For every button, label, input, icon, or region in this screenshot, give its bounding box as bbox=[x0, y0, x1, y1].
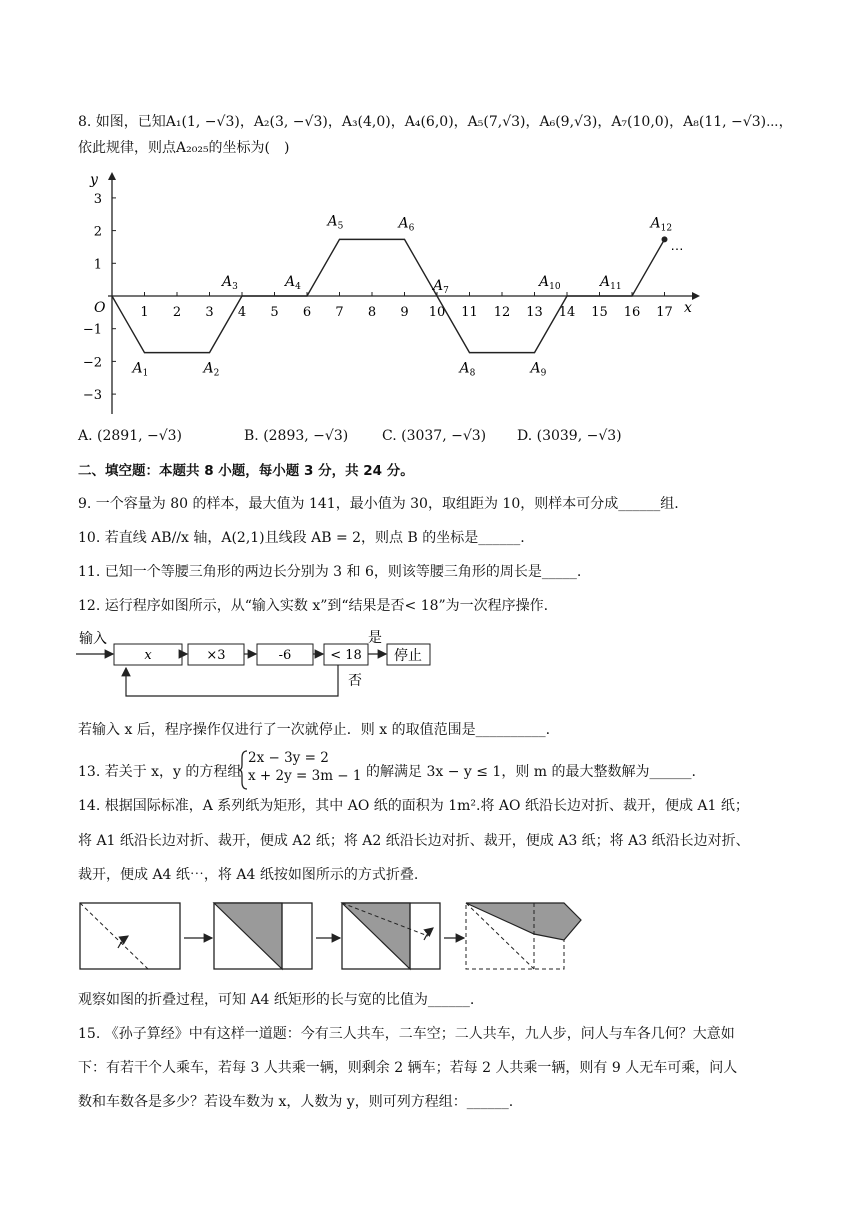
q12-after: 若输入 x 后，程序操作仅进行了一次就停止．则 x 的取值范围是__________. bbox=[78, 722, 551, 738]
q8-graph bbox=[76, 166, 706, 418]
q15-line1: 15. 《孙子算经》中有这样一道题：今有三人共车，二车空；二人共车，九人步，问人与车各几何？大意如 bbox=[78, 1026, 735, 1042]
x-tick-label: 9 bbox=[400, 305, 409, 320]
x-axis-arrow bbox=[692, 292, 700, 300]
q15-line2: 下：有若干个人乘车，若每 3 人共乘一辆，则剩余 2 辆车；若每 2 人共乘一辆，则有 9 人无车可乘，问人 bbox=[78, 1060, 738, 1076]
flow-box-cmp-label: < 18 bbox=[330, 648, 362, 663]
x-tick-label: 5 bbox=[270, 305, 279, 320]
point-label-a11: $A_{11}$ bbox=[600, 274, 622, 292]
x-tick-label: 13 bbox=[526, 305, 543, 320]
q12-flowchart bbox=[76, 626, 456, 706]
x-tick-label: 11 bbox=[461, 305, 478, 320]
q11-text: 11. 已知一个等腰三角形的两边长分别为 3 和 6，则该等腰三角形的周长是_____. bbox=[78, 564, 582, 580]
x-tick-label: 1 bbox=[140, 305, 149, 320]
q14-line1: 14. 根据国际标准，A 系列纸为矩形，其中 AO 纸的面积为 1m².将 AO 纸沿长边对折、裁开，便成 A1 纸； bbox=[78, 798, 749, 814]
q13-prefix: 13. 若关于 x，y 的方程组 bbox=[78, 764, 242, 780]
q13-brace bbox=[238, 750, 248, 790]
q14-fold-diagram bbox=[78, 898, 588, 978]
point-label-a3: $A_3$ bbox=[222, 274, 238, 292]
flow-box-mul-label: ×3 bbox=[206, 648, 226, 663]
q14-line3: 裁开，便成 A4 纸⋯，将 A4 纸按如图所示的方式折叠. bbox=[78, 867, 419, 883]
option-c: C. (3037, −√3) bbox=[382, 428, 487, 444]
x-tick-label: 4 bbox=[237, 305, 247, 320]
x-tick-label: 15 bbox=[591, 305, 608, 320]
flow-box-x-label: x bbox=[144, 648, 152, 663]
point-label-a5: $A_5$ bbox=[327, 213, 344, 232]
x-tick-label: 16 bbox=[623, 305, 641, 320]
x-tick-label: 17 bbox=[656, 305, 673, 320]
x-tick-label: 6 bbox=[302, 305, 312, 320]
point-label-a2: $A_2$ bbox=[203, 360, 220, 379]
x-tick-label: 12 bbox=[493, 305, 511, 320]
x-tick-label: 7 bbox=[335, 305, 344, 320]
q10-text: 10. 若直线 AB//x 轴，A(2,1)且线段 AB = 2，则点 B 的坐标是______. bbox=[78, 530, 525, 546]
q14-line2: 将 A1 纸沿长边对折、裁开，便成 A2 纸；将 A2 纸沿长边对折、裁开，便成 A3 纸；将 A3 纸沿长边对折、 bbox=[78, 833, 750, 849]
q13-eq1: 2x − 3y = 2 bbox=[248, 750, 329, 766]
y-tick-label: −3 bbox=[82, 388, 102, 404]
q13-eq2: x + 2y = 3m − 1 bbox=[248, 768, 362, 784]
point-label-a6: $A_6$ bbox=[398, 215, 415, 234]
flow-input-label: 输入 bbox=[79, 631, 107, 647]
x-tick-label: 8 bbox=[367, 305, 377, 320]
x-tick-label: 14 bbox=[558, 305, 576, 320]
option-a: A. (2891, −√3) bbox=[78, 428, 183, 444]
q14-after: 观察如图的折叠过程，可知 A4 纸矩形的长与宽的比值为______. bbox=[78, 992, 475, 1008]
x-tick-label: 3 bbox=[205, 305, 214, 320]
y-tick-label: 1 bbox=[93, 257, 102, 273]
x-tick-label: 10 bbox=[428, 305, 446, 320]
point-label-a9: $A_9$ bbox=[530, 360, 547, 379]
x-tick-label: 2 bbox=[172, 305, 182, 320]
section-heading: 二、填空题：本题共 8 小题，每小题 3 分，共 24 分。 bbox=[78, 463, 414, 479]
fold-panel-1 bbox=[80, 903, 180, 969]
origin-label: O bbox=[94, 300, 106, 316]
point-label-a8: $A_8$ bbox=[459, 360, 476, 379]
x-axis-label: x bbox=[684, 300, 692, 316]
y-tick-label: 3 bbox=[93, 191, 102, 207]
option-b: B. (2893, −√3) bbox=[244, 428, 349, 444]
y-axis-arrow bbox=[108, 172, 116, 180]
y-tick-label: −1 bbox=[82, 322, 102, 338]
y-tick-label: 2 bbox=[93, 224, 102, 240]
y-tick-label: −2 bbox=[82, 355, 102, 371]
q12-text: 12. 运行程序如图所示，从“输入实数 x”到“结果是否< 18”为一次程序操作. bbox=[78, 598, 549, 614]
ellipsis: ⋯ bbox=[670, 242, 684, 258]
q8-line2: 依此规律，则点A₂₀₂₅的坐标为( ) bbox=[78, 140, 290, 156]
point-label-a1: $A_1$ bbox=[132, 360, 149, 379]
point-label-a7: $A_7$ bbox=[433, 278, 449, 296]
y-axis-label: y bbox=[90, 172, 98, 188]
point-a12-dot bbox=[662, 236, 668, 242]
point-label-a12: $A_{12}$ bbox=[650, 215, 673, 234]
option-d: D. (3039, −√3) bbox=[517, 428, 622, 444]
flow-box-stop-label: 停止 bbox=[394, 648, 422, 664]
flow-no-label: 否 bbox=[348, 673, 362, 689]
q15-line3: 数和车数各是多少？若设车数为 x，人数为 y，则可列方程组：______. bbox=[78, 1094, 514, 1110]
point-label-a10: $A_{10}$ bbox=[539, 274, 561, 292]
q9-text: 9. 一个容量为 80 的样本，最大值为 141，最小值为 30，取组距为 10，则样本可分成______组. bbox=[78, 496, 679, 512]
flow-box-sub-label: -6 bbox=[278, 648, 292, 663]
point-label-a4: $A_4$ bbox=[285, 274, 301, 292]
flow-yes-label: 是 bbox=[368, 630, 382, 646]
q13-suffix: 的解满足 3x − y ≤ 1，则 m 的最大整数解为______. bbox=[366, 764, 696, 780]
q8-line1: 8. 如图，已知A₁(1, −√3)，A₂(3, −√3)，A₃(4,0)，A₄(6,0)，A₅(7,√3)，A₆(9,√3)，A₇(10,0)，A₈(11, −√3)⋯， bbox=[78, 114, 793, 130]
